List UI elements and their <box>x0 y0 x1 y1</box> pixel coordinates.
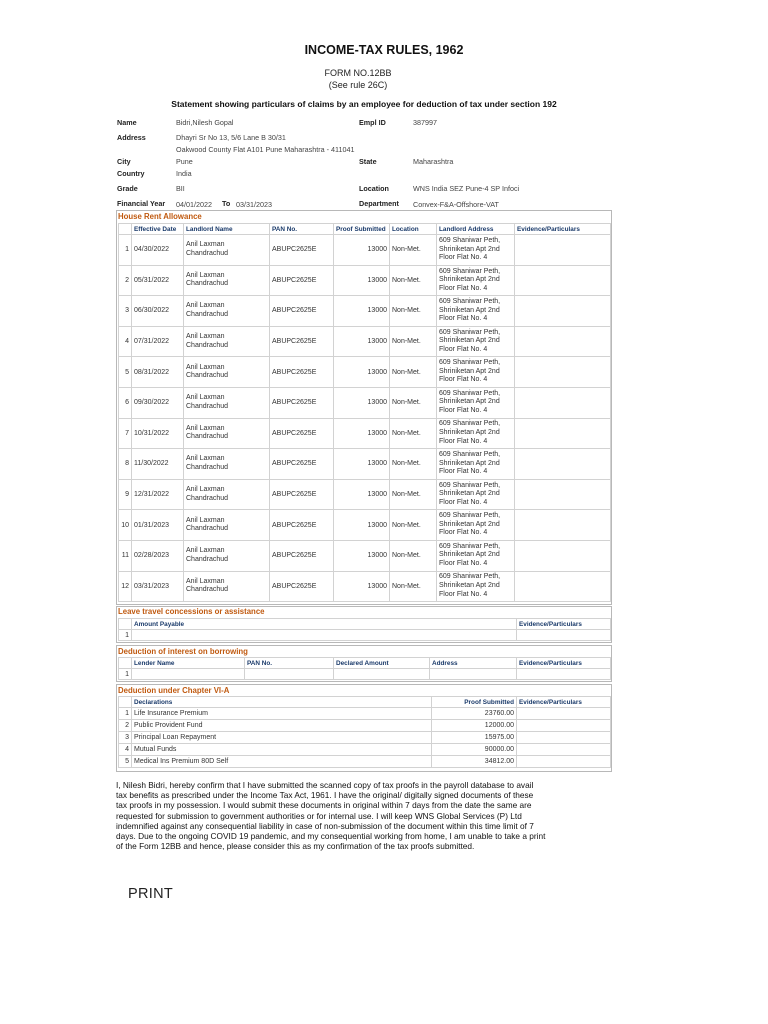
effective-date-cell: 06/30/2022 <box>132 296 184 327</box>
chapter6a-col-proof: Proof Submitted <box>432 697 517 708</box>
evidence-cell <box>515 235 611 266</box>
pan-cell <box>245 669 334 680</box>
location-cell: Non-Met. <box>390 235 437 266</box>
evidence-cell <box>517 756 611 768</box>
location-cell: Non-Met. <box>390 357 437 388</box>
landlord-name-cell: Anil Laxman Chandrachud <box>184 449 270 480</box>
print-button[interactable]: PRINT <box>128 886 173 902</box>
table-row <box>119 479 611 510</box>
location-cell: Non-Met. <box>390 265 437 296</box>
landlord-address-cell: 609 Shaniwar Peth, Shriniketan Apt 2nd Floor Flat No. 4 <box>437 418 515 449</box>
landlord-address-cell: 609 Shaniwar Peth, Shriniketan Apt 2nd Floor Flat No. 4 <box>437 479 515 510</box>
proof-submitted-cell: 34812.00 <box>432 756 517 768</box>
landlord-address-cell: 609 Shaniwar Peth, Shriniketan Apt 2nd Floor Flat No. 4 <box>437 235 515 266</box>
ltc-header-row <box>119 619 611 630</box>
declaration-cell: Public Provident Fund <box>132 720 432 732</box>
state-value: Maharashtra <box>413 157 454 166</box>
declaration-cell: Life Insurance Premium <box>132 708 432 720</box>
table-row <box>119 235 611 266</box>
pan-cell: ABUPC2625E <box>270 479 334 510</box>
ltc-section-title: Leave travel concessions or assistance <box>118 607 265 616</box>
chapter6a-section-title: Deduction under Chapter VI-A <box>118 686 230 695</box>
declaration-cell: Principal Loan Repayment <box>132 732 432 744</box>
proof-submitted-cell: 13000 <box>334 357 390 388</box>
interest-col-no <box>119 658 132 669</box>
empl-id-label: Empl ID <box>359 118 386 127</box>
landlord-name-cell: Anil Laxman Chandrachud <box>184 387 270 418</box>
evidence-cell <box>515 296 611 327</box>
hra-table <box>118 223 611 602</box>
evidence-cell <box>515 540 611 571</box>
effective-date-cell: 09/30/2022 <box>132 387 184 418</box>
ltc-table <box>118 618 611 641</box>
interest-col-amount: Declared Amount <box>334 658 430 669</box>
declaration-cell: Mutual Funds <box>132 744 432 756</box>
location-label: Location <box>359 184 389 193</box>
table-row <box>119 510 611 541</box>
table-row <box>119 571 611 602</box>
location-cell: Non-Met. <box>390 479 437 510</box>
table-row <box>119 732 611 744</box>
pan-cell: ABUPC2625E <box>270 571 334 602</box>
effective-date-cell: 11/30/2022 <box>132 449 184 480</box>
pan-cell: ABUPC2625E <box>270 449 334 480</box>
row-number: 1 <box>119 669 132 680</box>
country-value: India <box>176 169 192 178</box>
form-number: FORM NO.12BB <box>324 68 392 78</box>
chapter6a-table <box>118 696 611 768</box>
pan-cell: ABUPC2625E <box>270 265 334 296</box>
hra-col-proof: Proof Submitted <box>334 224 390 235</box>
city-value: Pune <box>176 157 193 166</box>
location-cell: Non-Met. <box>390 449 437 480</box>
pan-cell: ABUPC2625E <box>270 357 334 388</box>
table-row <box>119 669 611 680</box>
financial-year-label: Financial Year <box>117 199 166 208</box>
proof-submitted-cell: 13000 <box>334 265 390 296</box>
city-label: City <box>117 157 131 166</box>
landlord-address-cell: 609 Shaniwar Peth, Shriniketan Apt 2nd Floor Flat No. 4 <box>437 510 515 541</box>
row-number: 3 <box>119 296 132 327</box>
department-value: Convex-F&A-Offshore-VAT <box>413 200 499 209</box>
department-label: Department <box>359 199 399 208</box>
hra-col-evidence: Evidence/Particulars <box>515 224 611 235</box>
evidence-cell <box>515 479 611 510</box>
chapter6a-col-no <box>119 697 132 708</box>
proof-submitted-cell: 13000 <box>334 540 390 571</box>
evidence-cell <box>515 357 611 388</box>
row-number: 1 <box>119 708 132 720</box>
proof-submitted-cell: 15975.00 <box>432 732 517 744</box>
location-cell: Non-Met. <box>390 510 437 541</box>
landlord-name-cell: Anil Laxman Chandrachud <box>184 479 270 510</box>
landlord-address-cell: 609 Shaniwar Peth, Shriniketan Apt 2nd Floor Flat No. 4 <box>437 357 515 388</box>
landlord-address-cell: 609 Shaniwar Peth, Shriniketan Apt 2nd Floor Flat No. 4 <box>437 326 515 357</box>
row-number: 2 <box>119 720 132 732</box>
evidence-cell <box>517 708 611 720</box>
chapter6a-header-row <box>119 697 611 708</box>
ltc-col-evidence: Evidence/Particulars <box>517 619 611 630</box>
landlord-name-cell: Anil Laxman Chandrachud <box>184 326 270 357</box>
row-number: 4 <box>119 326 132 357</box>
interest-header-row <box>119 658 611 669</box>
proof-submitted-cell: 13000 <box>334 387 390 418</box>
interest-col-lender: Lender Name <box>132 658 245 669</box>
proof-submitted-cell: 13000 <box>334 449 390 480</box>
declaration-text: I, Nilesh Bidri, hereby confirm that I have submitted the scanned copy of tax proofs in the payroll database to avail tax benefits as prescribed under the Income Tax Act, 1961. I have the original/ digitally signed documents of these tax proofs in my possession. I would submit these documents in original within 7 days from the date the same are requested for submission to government authorities or for internal use. I will keep WNS Global Services (P) Ltd indemnified against any consequential liability in case of non-submission of the document within this time limit of 7 days. Due to the ongoing COVID 19 pandemic, and my consequential working from home, I am unable to take a print of the Form 12BB and hence, please consider this as my confirmation of the tax proofs submitted. <box>116 780 546 852</box>
effective-date-cell: 01/31/2023 <box>132 510 184 541</box>
effective-date-cell: 03/31/2023 <box>132 571 184 602</box>
proof-submitted-cell: 13000 <box>334 235 390 266</box>
chapter6a-col-declarations: Declarations <box>132 697 432 708</box>
landlord-address-cell: 609 Shaniwar Peth, Shriniketan Apt 2nd Floor Flat No. 4 <box>437 265 515 296</box>
state-label: State <box>359 157 377 166</box>
row-number: 1 <box>119 630 132 641</box>
table-row <box>119 630 611 641</box>
proof-submitted-cell: 13000 <box>334 326 390 357</box>
proof-submitted-cell: 90000.00 <box>432 744 517 756</box>
row-number: 10 <box>119 510 132 541</box>
location-cell: Non-Met. <box>390 571 437 602</box>
pan-cell: ABUPC2625E <box>270 296 334 327</box>
table-row <box>119 708 611 720</box>
row-number: 9 <box>119 479 132 510</box>
interest-col-evidence: Evidence/Particulars <box>517 658 611 669</box>
landlord-name-cell: Anil Laxman Chandrachud <box>184 540 270 571</box>
row-number: 3 <box>119 732 132 744</box>
table-row <box>119 744 611 756</box>
hra-col-pan: PAN No. <box>270 224 334 235</box>
declared-amount-cell <box>334 669 430 680</box>
landlord-name-cell: Anil Laxman Chandrachud <box>184 571 270 602</box>
landlord-address-cell: 609 Shaniwar Peth, Shriniketan Apt 2nd Floor Flat No. 4 <box>437 571 515 602</box>
page-title: INCOME-TAX RULES, 1962 <box>304 43 464 57</box>
interest-table <box>118 657 611 680</box>
landlord-name-cell: Anil Laxman Chandrachud <box>184 296 270 327</box>
landlord-address-cell: 609 Shaniwar Peth, Shriniketan Apt 2nd Floor Flat No. 4 <box>437 449 515 480</box>
name-label: Name <box>117 118 137 127</box>
evidence-cell <box>517 669 611 680</box>
hra-col-no <box>119 224 132 235</box>
table-row <box>119 449 611 480</box>
country-label: Country <box>117 169 145 178</box>
location-cell: Non-Met. <box>390 296 437 327</box>
table-row <box>119 387 611 418</box>
amount-payable-cell <box>132 630 517 641</box>
hra-section-title: House Rent Allowance <box>118 212 202 221</box>
evidence-cell <box>515 418 611 449</box>
row-number: 8 <box>119 449 132 480</box>
pan-cell: ABUPC2625E <box>270 326 334 357</box>
pan-cell: ABUPC2625E <box>270 418 334 449</box>
effective-date-cell: 07/31/2022 <box>132 326 184 357</box>
rule-reference: (See rule 26C) <box>328 80 388 90</box>
table-row <box>119 756 611 768</box>
location-cell: Non-Met. <box>390 326 437 357</box>
name-value: Bidri,Nilesh Gopal <box>176 118 234 127</box>
hra-col-date: Effective Date <box>132 224 184 235</box>
pan-cell: ABUPC2625E <box>270 235 334 266</box>
financial-year-to: 03/31/2023 <box>236 200 272 209</box>
ltc-col-no <box>119 619 132 630</box>
proof-submitted-cell: 12000.00 <box>432 720 517 732</box>
declaration-cell: Medical Ins Premium 80D Self <box>132 756 432 768</box>
effective-date-cell: 12/31/2022 <box>132 479 184 510</box>
table-row <box>119 540 611 571</box>
table-row <box>119 296 611 327</box>
evidence-cell <box>515 449 611 480</box>
row-number: 5 <box>119 756 132 768</box>
table-row <box>119 265 611 296</box>
table-row <box>119 357 611 388</box>
proof-submitted-cell: 13000 <box>334 510 390 541</box>
row-number: 6 <box>119 387 132 418</box>
row-number: 11 <box>119 540 132 571</box>
pan-cell: ABUPC2625E <box>270 510 334 541</box>
row-number: 2 <box>119 265 132 296</box>
financial-year-from: 04/01/2022 <box>176 200 212 209</box>
proof-submitted-cell: 13000 <box>334 479 390 510</box>
proof-submitted-cell: 13000 <box>334 418 390 449</box>
grade-value: BII <box>176 184 185 193</box>
landlord-name-cell: Anil Laxman Chandrachud <box>184 265 270 296</box>
table-row <box>119 418 611 449</box>
hra-col-location: Location <box>390 224 437 235</box>
evidence-cell <box>517 630 611 641</box>
landlord-name-cell: Anil Laxman Chandrachud <box>184 357 270 388</box>
interest-col-address: Address <box>430 658 517 669</box>
proof-submitted-cell: 23760.00 <box>432 708 517 720</box>
landlord-name-cell: Anil Laxman Chandrachud <box>184 510 270 541</box>
chapter6a-col-evidence: Evidence/Particulars <box>517 697 611 708</box>
landlord-address-cell: 609 Shaniwar Peth, Shriniketan Apt 2nd Floor Flat No. 4 <box>437 387 515 418</box>
effective-date-cell: 05/31/2022 <box>132 265 184 296</box>
evidence-cell <box>515 387 611 418</box>
grade-label: Grade <box>117 184 138 193</box>
table-row <box>119 326 611 357</box>
evidence-cell <box>515 265 611 296</box>
lender-cell <box>132 669 245 680</box>
interest-section-title: Deduction of interest on borrowing <box>118 647 248 656</box>
landlord-address-cell: 609 Shaniwar Peth, Shriniketan Apt 2nd Floor Flat No. 4 <box>437 296 515 327</box>
ltc-col-amount: Amount Payable <box>132 619 517 630</box>
effective-date-cell: 02/28/2023 <box>132 540 184 571</box>
landlord-address-cell: 609 Shaniwar Peth, Shriniketan Apt 2nd Floor Flat No. 4 <box>437 540 515 571</box>
landlord-name-cell: Anil Laxman Chandrachud <box>184 418 270 449</box>
effective-date-cell: 10/31/2022 <box>132 418 184 449</box>
financial-year-to-label: To <box>222 199 231 208</box>
table-row <box>119 720 611 732</box>
landlord-name-cell: Anil Laxman Chandrachud <box>184 235 270 266</box>
proof-submitted-cell: 13000 <box>334 571 390 602</box>
evidence-cell <box>517 732 611 744</box>
address-line-1: Dhayri Sr No 13, 5/6 Lane B 30/31 <box>176 133 286 142</box>
evidence-cell <box>517 744 611 756</box>
row-number: 12 <box>119 571 132 602</box>
address-label: Address <box>117 133 146 142</box>
evidence-cell <box>515 510 611 541</box>
location-value: WNS India SEZ Pune-4 SP Infoci <box>413 184 520 193</box>
proof-submitted-cell: 13000 <box>334 296 390 327</box>
empl-id-value: 387997 <box>413 118 437 127</box>
evidence-cell <box>515 326 611 357</box>
evidence-cell <box>517 720 611 732</box>
row-number: 1 <box>119 235 132 266</box>
effective-date-cell: 08/31/2022 <box>132 357 184 388</box>
location-cell: Non-Met. <box>390 387 437 418</box>
hra-col-address: Landlord Address <box>437 224 515 235</box>
pan-cell: ABUPC2625E <box>270 387 334 418</box>
row-number: 5 <box>119 357 132 388</box>
statement-heading: Statement showing particulars of claims by an employee for deduction of tax under section 192 <box>171 99 557 109</box>
pan-cell: ABUPC2625E <box>270 540 334 571</box>
interest-col-pan: PAN No. <box>245 658 334 669</box>
row-number: 4 <box>119 744 132 756</box>
address-cell <box>430 669 517 680</box>
hra-col-landlord: Landlord Name <box>184 224 270 235</box>
row-number: 7 <box>119 418 132 449</box>
hra-header-row <box>119 224 611 235</box>
evidence-cell <box>515 571 611 602</box>
effective-date-cell: 04/30/2022 <box>132 235 184 266</box>
location-cell: Non-Met. <box>390 418 437 449</box>
address-line-2: Oakwood County Flat A101 Pune Maharashtra - 411041 <box>176 145 355 154</box>
location-cell: Non-Met. <box>390 540 437 571</box>
